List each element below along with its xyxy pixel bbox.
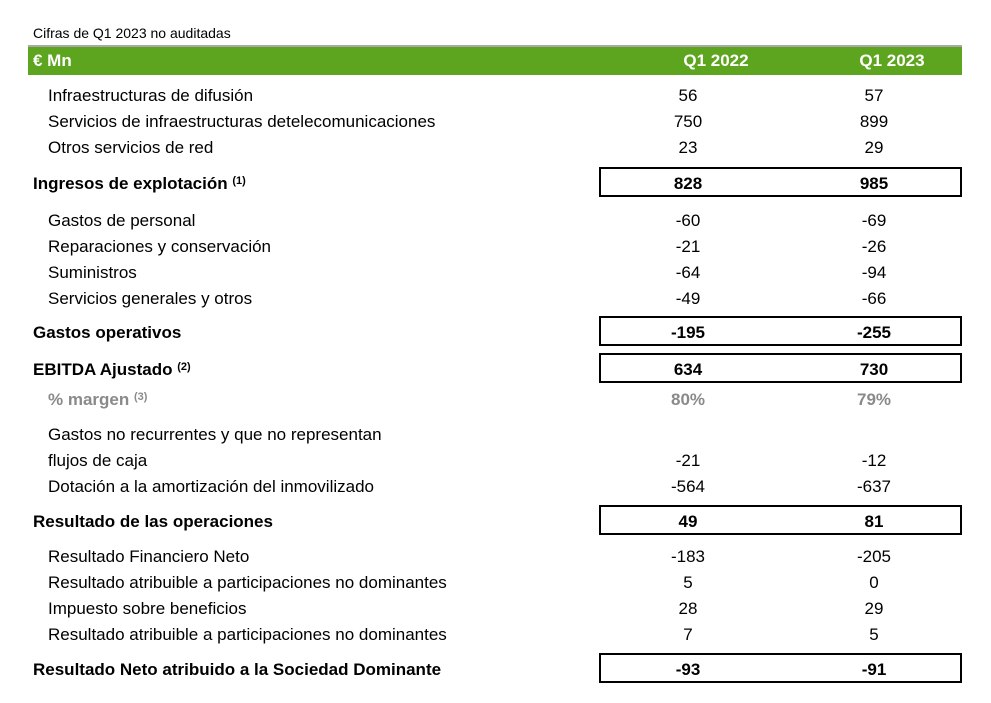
- row-label: flujos de caja: [48, 451, 148, 470]
- table-row: [0, 596, 991, 622]
- row-value-q1-2023: 5: [869, 625, 879, 644]
- table-row: [0, 622, 991, 648]
- table-row: [0, 135, 991, 161]
- row-value-q1-2023: 0: [869, 573, 879, 592]
- header-col-q1-2022: Q1 2022: [683, 51, 749, 70]
- row-value-q1-2023: 730: [859, 360, 889, 379]
- row-value-q1-2023: -94: [861, 263, 887, 282]
- row-value-q1-2022: 5: [683, 573, 693, 592]
- row-label: [33, 357, 191, 383]
- row-label: Servicios de infraestructuras detelecomunicaciones: [48, 112, 436, 131]
- table-row: [0, 448, 991, 474]
- row-value-q1-2023: -69: [861, 211, 887, 230]
- row-label: Gastos operativos: [33, 323, 182, 342]
- row-value-q1-2022: -564: [670, 477, 706, 496]
- table-row: [0, 474, 991, 500]
- row-value-q1-2023: -26: [861, 237, 887, 256]
- row-label: Infraestructuras de difusión: [48, 86, 254, 105]
- row-value-q1-2022: 80%: [670, 390, 706, 409]
- row-value-q1-2022: 49: [678, 512, 698, 531]
- row-value-q1-2022: -93: [675, 660, 701, 679]
- table-row: [0, 109, 991, 135]
- row-label: Resultado atribuible a participaciones no dominantes: [48, 625, 447, 644]
- table-row: [0, 260, 991, 286]
- row-value-q1-2023: 899: [859, 112, 889, 131]
- row-value-q1-2023: -66: [861, 289, 887, 308]
- table-row: [0, 208, 991, 234]
- table-header: [28, 45, 962, 75]
- row-label: Gastos de personal: [48, 211, 196, 230]
- row-value-q1-2022: 23: [678, 138, 698, 157]
- row-value-q1-2023: 29: [864, 138, 884, 157]
- row-label: Resultado Financiero Neto: [48, 547, 250, 566]
- total-row: [0, 171, 991, 197]
- row-label: Servicios generales y otros: [48, 289, 253, 308]
- row-value-q1-2023: 79%: [856, 390, 892, 409]
- row-value-q1-2023: -91: [861, 660, 887, 679]
- row-label: Resultado Neto atribuido a la Sociedad Dominante: [33, 660, 442, 679]
- row-value-q1-2023: -255: [856, 323, 892, 342]
- row-label-text: Ingresos de explotación: [33, 174, 228, 193]
- row-label: [33, 171, 246, 197]
- row-value-q1-2023: -12: [861, 451, 887, 470]
- table-note: Cifras de Q1 2023 no auditadas: [33, 25, 231, 41]
- row-value-q1-2023: 985: [859, 174, 889, 193]
- row-label: Resultado atribuible a participaciones no dominantes: [48, 573, 447, 592]
- table-row: [0, 286, 991, 312]
- footnote-ref: (3): [133, 391, 148, 403]
- total-row: [0, 509, 991, 535]
- row-label-text: % margen: [48, 390, 130, 409]
- total-row: [0, 357, 991, 383]
- table-row: [0, 570, 991, 596]
- table-row: [0, 422, 991, 448]
- table-row: [0, 83, 991, 109]
- footnote-ref: (1): [232, 175, 246, 187]
- header-unit-label: € Mn: [33, 51, 72, 70]
- row-value-q1-2023: 81: [864, 512, 884, 531]
- row-value-q1-2022: 750: [673, 112, 703, 131]
- header-col-q1-2023: Q1 2023: [859, 51, 925, 70]
- row-label: Otros servicios de red: [48, 138, 214, 157]
- row-value-q1-2023: -637: [856, 477, 892, 496]
- row-value-q1-2022: 56: [678, 86, 698, 105]
- table-row: [0, 234, 991, 260]
- total-row: [0, 657, 991, 683]
- row-value-q1-2022: 634: [673, 360, 703, 379]
- row-label: Gastos no recurrentes y que no representan: [48, 425, 382, 444]
- row-value-q1-2022: -21: [675, 237, 701, 256]
- footnote-ref: (2): [177, 361, 191, 373]
- row-value-q1-2022: -49: [675, 289, 701, 308]
- total-row: [0, 320, 991, 346]
- row-value-q1-2023: 29: [864, 599, 884, 618]
- row-label: Suministros: [48, 263, 137, 282]
- row-label: [48, 387, 147, 413]
- row-value-q1-2022: -183: [670, 547, 706, 566]
- row-label: Impuesto sobre beneficios: [48, 599, 247, 618]
- row-value-q1-2022: -64: [675, 263, 701, 282]
- row-value-q1-2023: 57: [864, 86, 884, 105]
- row-value-q1-2022: -60: [675, 211, 701, 230]
- row-value-q1-2023: -205: [856, 547, 892, 566]
- margin-row: [0, 387, 991, 413]
- row-value-q1-2022: 828: [673, 174, 703, 193]
- row-value-q1-2022: -195: [670, 323, 706, 342]
- row-value-q1-2022: 28: [678, 599, 698, 618]
- row-label: Dotación a la amortización del inmovilizado: [48, 477, 374, 496]
- row-value-q1-2022: -21: [675, 451, 701, 470]
- row-label: Resultado de las operaciones: [33, 512, 273, 531]
- row-value-q1-2022: 7: [683, 625, 693, 644]
- row-label-text: EBITDA Ajustado: [33, 360, 173, 379]
- table-row: [0, 544, 991, 570]
- row-label: Reparaciones y conservación: [48, 237, 272, 256]
